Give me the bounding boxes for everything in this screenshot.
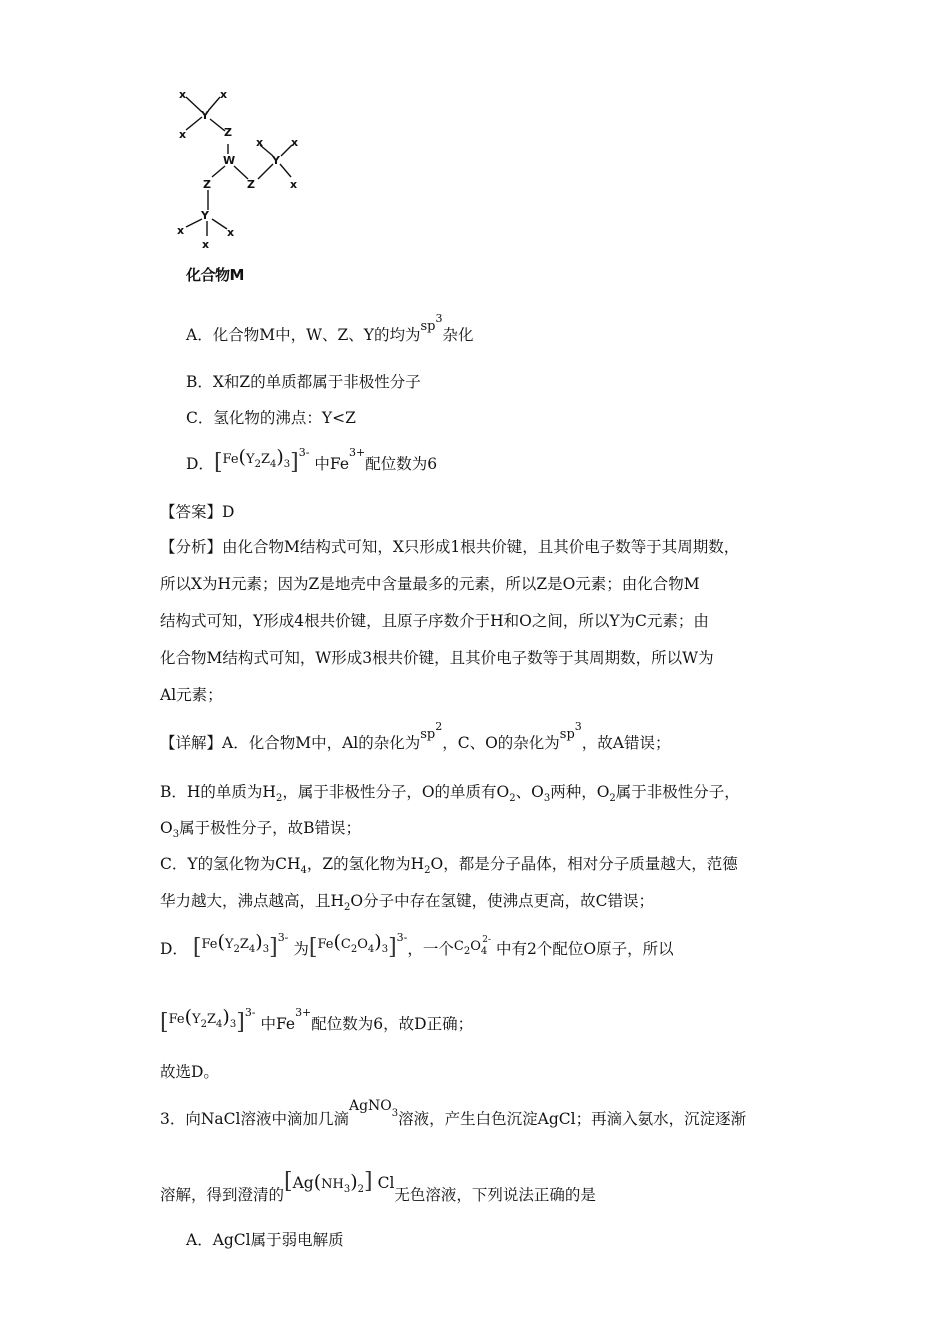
- svg-text:x: x: [291, 136, 299, 149]
- conclusion: 故选D。: [160, 1063, 219, 1081]
- svg-text:Z: Z: [247, 178, 255, 191]
- svg-text:x: x: [220, 88, 228, 101]
- detail-a: 【详解】A．化合物M中，Al的杂化为$^{sp2}$，C、O的杂化为$^{sp3}$，故A错误；: [160, 720, 671, 752]
- svg-text:x: x: [179, 128, 187, 141]
- svg-text:Y: Y: [272, 154, 280, 167]
- figure-title: 化合物M: [186, 266, 244, 284]
- question-3-cont: 溶解，得到澄清的$[Ag(NH_3)_2]$ Cl无色溶液，下列说法正确的是: [160, 1169, 596, 1204]
- detail-b: B．H的单质为$H_2$，属于非极性分子，O的单质有$O_2$、$O_3$两种，$O_2$属于非极性分子，: [160, 783, 740, 804]
- analysis-line: Al元素；: [160, 686, 223, 704]
- svg-text:x: x: [227, 226, 235, 239]
- svg-text:Z: Z: [203, 178, 211, 191]
- option-b: B．X和Z的单质都属于非极性分子: [186, 373, 421, 391]
- option-a: A．化合物M中，W、Z、Y的均为$^{sp3}$杂化: [186, 312, 474, 344]
- svg-text:x: x: [202, 238, 210, 251]
- analysis-line: 结构式可知，Y形成4根共价键，且原子序数介于H和O之间，所以Y为C元素；由: [160, 612, 709, 630]
- svg-text:x: x: [256, 136, 264, 149]
- detail-d-cont: $[^{Fe(Y_2Z_4)_3}]^{3-}$ 中$Fe^{3+}$配位数为6，故D正确；: [160, 1006, 474, 1035]
- analysis-line: 化合物M结构式可知，W形成3根共价键，且其价电子数等于其周期数，所以W为: [160, 649, 714, 667]
- compound-m-structure: [170, 84, 310, 254]
- analysis-line: 所以X为H元素；因为Z是地壳中含量最多的元素，所以Z是O元素；由化合物M: [160, 575, 700, 593]
- svg-text:x: x: [290, 178, 298, 191]
- atom-x: x: [179, 88, 187, 101]
- atom-y: Y: [201, 109, 209, 122]
- detail-c-cont: 华力越大，沸点越高，且$H_2O$分子中存在氢键，使沸点更高，故C错误；: [160, 892, 654, 913]
- answer: 【答案】D: [160, 503, 235, 521]
- option-d: D．$[^{Fe(Y_2Z_4)_3}]^{3-}$ 中$Fe^{3+}$配位数为6: [186, 446, 438, 475]
- detail-c: C．Y的氢化物为$CH_4$，Z的氢化物为$H_2O$，都是分子晶体，相对分子质量越大，范德: [160, 855, 738, 876]
- option-c: C．氢化物的沸点：Y<Z: [186, 409, 356, 427]
- atom-w: W: [223, 154, 236, 167]
- detail-b-cont: $O_3$属于极性分子，故B错误；: [160, 819, 361, 840]
- question-3: 3．向NaCl溶液中滴加几滴AgNO$^3$溶液，产生白色沉淀AgCl；再滴入氨水，沉淀逐渐: [160, 1098, 747, 1128]
- atom-z: Z: [224, 126, 232, 139]
- detail-d: D． $[^{Fe(Y_2Z_4)_3}]^{3-}$ 为$[^{Fe(C_2O_4)_3}]^{3-}$，一个$^{C_2O_4^{2-}}$ 中有2个配位O原子，所以: [160, 931, 674, 960]
- svg-text:x: x: [177, 224, 185, 237]
- analysis-line: 【分析】由化合物M结构式可知，X只形成1根共价键，且其价电子数等于其周期数，: [160, 538, 740, 556]
- svg-text:Y: Y: [201, 209, 209, 222]
- q3-option-a: A．AgCl属于弱电解质: [186, 1231, 344, 1249]
